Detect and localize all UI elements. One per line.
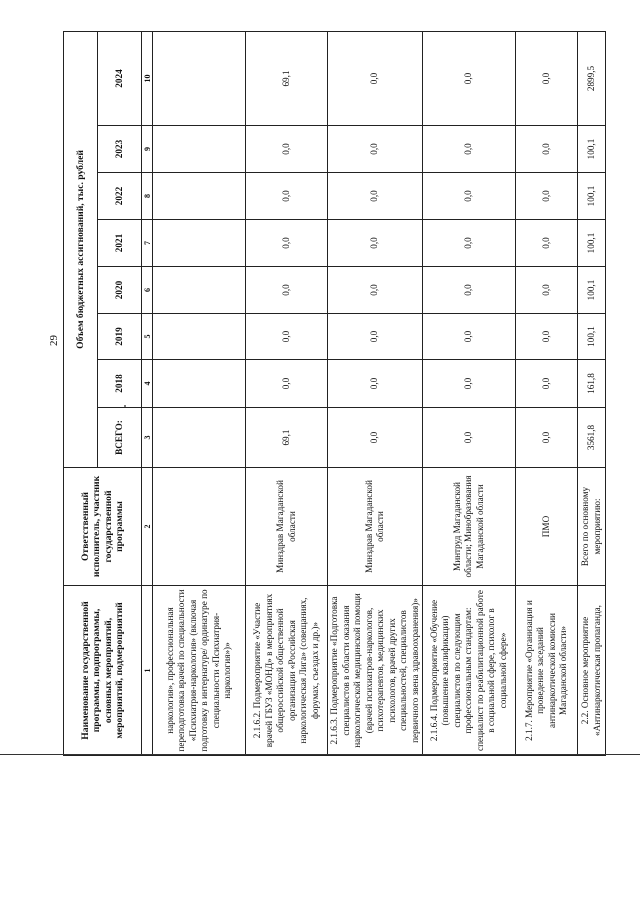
table-row <box>578 31 606 755</box>
row-executor: Минздрав Магаданской области <box>328 468 423 586</box>
header-year-2023: 2023 <box>98 126 142 173</box>
column-number: 7 <box>142 220 153 267</box>
column-number: 6 <box>142 267 153 314</box>
header-year-2019: 2019 <box>98 314 142 360</box>
page-number: 29 <box>48 335 60 346</box>
value-2020: 0,0 <box>328 267 423 314</box>
value-2023: 0,0 <box>516 126 578 173</box>
value-2021: 0,0 <box>423 220 516 267</box>
row-executor: Минтруд Магаданской области; Минобразования Магаданской области <box>423 468 516 586</box>
column-number: 9 <box>142 126 153 173</box>
row-executor: Всего по основному мероприятию: <box>578 468 606 586</box>
value-2018: 0,0 <box>516 360 578 408</box>
value-total <box>153 408 246 468</box>
value-2023: 0,0 <box>423 126 516 173</box>
value-2020: 0,0 <box>423 267 516 314</box>
table-row <box>246 31 328 755</box>
value-total: 3561,8 <box>578 408 606 468</box>
value-total: 0,0 <box>423 408 516 468</box>
value-2024 <box>153 31 246 125</box>
value-2024: 0,0 <box>516 31 578 125</box>
row-name: наркология», профессиональная переподготовка врачей по специальности «Психиатрия-наркология» (включая подготовку в интернатуре/ ординатуре по специальности «Психиатрия-наркология»)» <box>153 586 246 756</box>
value-2022: 0,0 <box>246 173 328 220</box>
value-2019: 0,0 <box>423 314 516 360</box>
header-budget-group: Объем бюджетных ассигнований, тыс. рублей <box>64 31 98 467</box>
header-year-2018: 2018 <box>98 360 142 408</box>
value-2022 <box>153 173 246 220</box>
column-number: 10 <box>142 31 153 125</box>
value-2023: 100,1 <box>578 126 606 173</box>
value-2020: 0,0 <box>246 267 328 314</box>
header-year-2024: 2024 <box>98 31 142 125</box>
value-2019: 100,1 <box>578 314 606 360</box>
header-year-2020: 2020 <box>98 267 142 314</box>
header-program-name: Наименование государственной программы, подпрограммы, основных мероприятий, мероприятий, подмероприятий <box>64 586 142 756</box>
column-number: 1 <box>142 586 153 756</box>
value-2018: 0,0 <box>328 360 423 408</box>
row-executor: Минздрав Магаданской области <box>246 468 328 586</box>
row-name: 2.2. Основное мероприятие «Антинаркотическая пропаганда, <box>578 586 606 756</box>
header-executor: Ответственный исполнитель, участник государственной программы <box>64 468 142 586</box>
value-2024: 0,0 <box>328 31 423 125</box>
value-2018: 0,0 <box>246 360 328 408</box>
value-total: 0,0 <box>328 408 423 468</box>
row-name: 2.1.6.2. Подмероприятие «Участие врачей ГБУЗ «МОНД» в мероприятиях общероссийской общественной организации «Российская наркологическая Лига» (совещаниях, форумах, съездах и др.)» <box>246 586 328 756</box>
column-number: 8 <box>142 173 153 220</box>
value-2019: 0,0 <box>328 314 423 360</box>
value-2021: 0,0 <box>328 220 423 267</box>
value-2020 <box>153 267 246 314</box>
value-2018 <box>153 360 246 408</box>
value-2021: 0,0 <box>516 220 578 267</box>
value-2019: 0,0 <box>246 314 328 360</box>
value-total: 69,1 <box>246 408 328 468</box>
value-2021 <box>153 220 246 267</box>
row-executor <box>153 468 246 586</box>
header-year-2022: 2022 <box>98 173 142 220</box>
value-2022: 100,1 <box>578 173 606 220</box>
column-number: 3 <box>142 408 153 468</box>
value-2018: 0,0 <box>423 360 516 408</box>
value-2019: 0,0 <box>516 314 578 360</box>
table-row <box>153 31 246 755</box>
value-2019 <box>153 314 246 360</box>
value-2023 <box>153 126 246 173</box>
value-total: 0,0 <box>516 408 578 468</box>
value-2020: 0,0 <box>516 267 578 314</box>
value-2021: 0,0 <box>246 220 328 267</box>
column-number: 2 <box>142 468 153 586</box>
row-name: 2.1.6.3. Подмероприятие «Подготовка специалистов в области оказания наркологической медицинской помощи (врачей психиатров-наркологов, психотерапевтов, медицинских психологов, врачей других специальностей, специалистов первичного звена здравоохранения)» <box>328 586 423 756</box>
row-executor: ПМО <box>516 468 578 586</box>
value-2024: 69,1 <box>246 31 328 125</box>
value-2024: 0,0 <box>423 31 516 125</box>
value-2023: 0,0 <box>328 126 423 173</box>
row-name: 2.1.7. Мероприятие «Организация и проведение заседаний антинаркотической комиссии Магаданской области» <box>516 586 578 756</box>
header-total: ВСЕГО: <box>98 408 142 468</box>
value-2023: 0,0 <box>246 126 328 173</box>
value-2022: 0,0 <box>328 173 423 220</box>
value-2024: 2899,5 <box>578 31 606 125</box>
table-row <box>516 31 578 755</box>
header-year-2021: 2021 <box>98 220 142 267</box>
table-row <box>423 31 516 755</box>
column-number: 4 <box>142 360 153 408</box>
value-2018: 161,8 <box>578 360 606 408</box>
budget-table <box>63 31 606 756</box>
value-2021: 100,1 <box>578 220 606 267</box>
value-2022: 0,0 <box>423 173 516 220</box>
value-2022: 0,0 <box>516 173 578 220</box>
value-2020: 100,1 <box>578 267 606 314</box>
budget-table-sheet <box>63 32 625 756</box>
table-row <box>328 31 423 755</box>
row-name: 2.1.6.4. Подмероприятие «Обучение (повышение квалификации) специалистов по следующим профессиональным стандартам: специалист по реабилитационной работе в социальной сфере, психолог в социальной сфере» <box>423 586 516 756</box>
page-divider-line <box>0 754 640 755</box>
column-number: 5 <box>142 314 153 360</box>
